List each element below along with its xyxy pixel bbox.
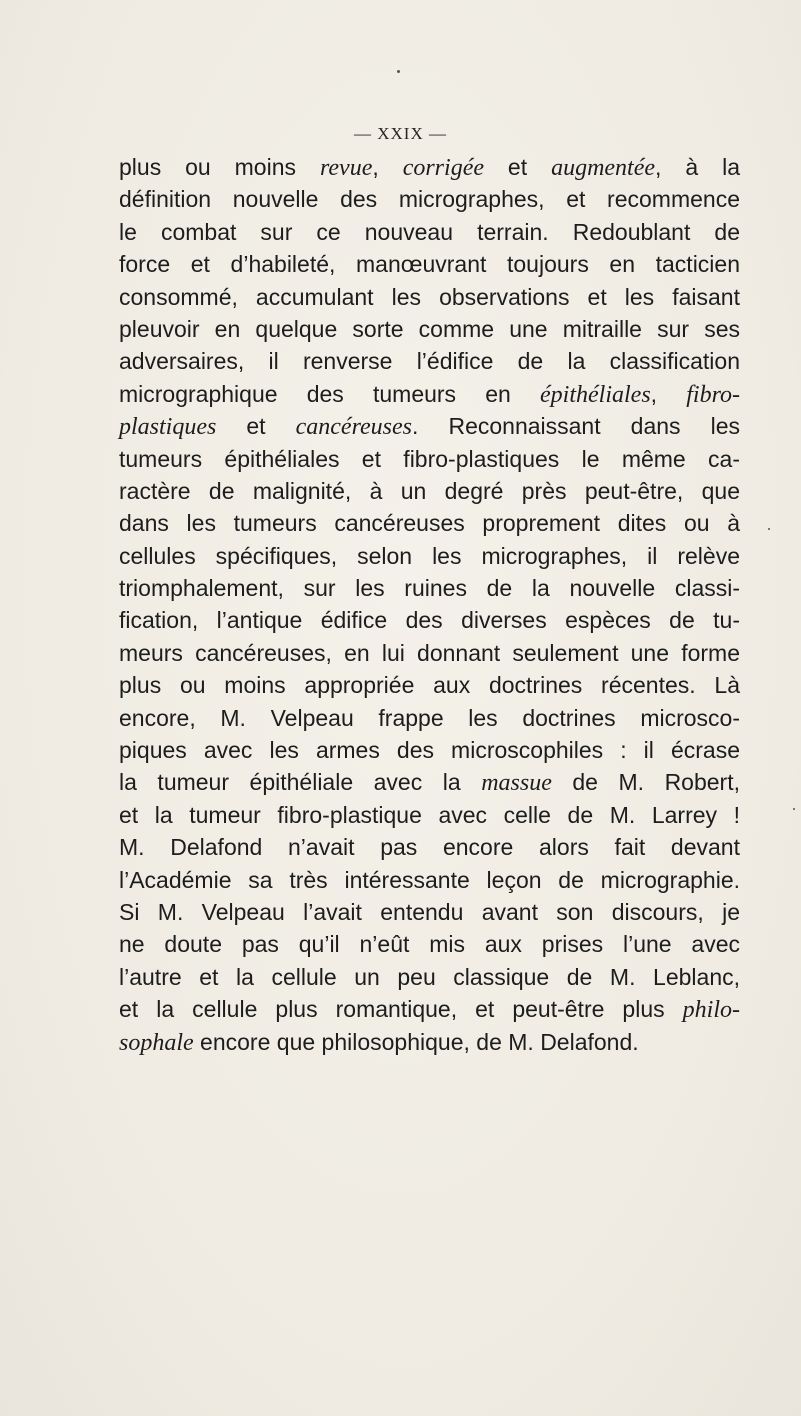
text-run: fication, l’antique édifice des diverses espèces de tu- [119,607,740,634]
italic-term: fibro- [686,381,741,408]
text-line [119,766,740,798]
text-line [119,896,740,928]
text-run: et la tumeur fibro-plastique avec celle de M. Larrey ! [119,801,740,828]
text-line [119,604,740,636]
text-line [119,540,740,572]
text-run: tumeurs épithéliales et fibro-plastiques le même ca- [119,445,740,472]
page-number: — XXIX — [354,124,447,143]
text-line [119,313,740,345]
text-line [119,928,740,960]
italic-term: massue [481,770,552,797]
text-run: piques avec les armes des microscophiles : il écrase [119,737,740,764]
italic-term: revue [319,155,373,181]
text-line [119,637,740,669]
text-run: triomphalement, sur les ruines de la nouvelle classi- [119,575,740,602]
text-line [119,151,740,183]
text-line [119,410,740,442]
text-run: cellules spécifiques, selon les micrographes, il relève [119,542,740,569]
text-line [119,831,740,863]
text-line [119,702,740,734]
body-text [119,151,740,1058]
text-line [119,734,740,766]
text-line [119,1026,740,1058]
text-line [119,475,740,507]
italic-term: cancéreuses [295,414,413,441]
italic-term: sophale [119,1029,194,1056]
text-run: , à la [655,154,740,180]
text-line [119,961,740,993]
ink-speck [793,808,795,810]
text-line [119,993,740,1025]
text-line [119,378,740,410]
text-run: M. Delafond n’avait pas encore alors fait devant [119,834,740,861]
text-run: de M. Robert, [551,769,740,796]
text-run: meurs cancéreuses, en lui donnant seulement une forme [119,639,740,666]
text-run: , [372,154,403,180]
text-line [119,572,740,604]
text-run: et [216,413,296,440]
text-run: encore, M. Velpeau frappe les doctrines microsco- [119,704,740,731]
text-run: encore que philosophique, de M. Delafond. [193,1028,639,1055]
text-line [119,443,740,475]
italic-term: philo- [682,997,740,1024]
text-run: , [650,380,687,407]
text-line [119,799,740,831]
text-run: définition nouvelle des micrographes, et recommence [119,186,740,213]
text-run: ne doute pas qu’il n’eût mis aux prises l’une avec [119,931,740,958]
text-line [119,345,740,377]
text-run: le combat sur ce nouveau terrain. Redoublant de [119,218,740,245]
text-run: pleuvoir en quelque sorte comme une mitraille sur ses [119,315,740,342]
italic-term: corrigée [402,155,484,181]
italic-term: épithéliales [540,381,651,408]
text-line [119,281,740,313]
ink-speck [397,70,400,73]
text-line [119,183,740,215]
text-run: et la cellule plus romantique, et peut-être plus [119,996,683,1023]
text-run: micrographique des tumeurs en [119,380,541,407]
text-line [119,507,740,539]
text-run: ractère de malignité, à un degré près peut-être, que [119,477,740,504]
ink-speck [768,528,770,530]
text-run: plus ou moins appropriée aux doctrines récentes. Là [119,672,740,699]
text-line [119,216,740,248]
text-run: . Reconnaissant dans les [412,413,740,440]
text-line [119,248,740,280]
text-line [119,669,740,701]
italic-term: plastiques [119,414,217,441]
text-run: Si M. Velpeau l’avait entendu avant son discours, je [119,898,740,925]
text-run: dans les tumeurs cancéreuses proprement dites ou à [119,510,740,537]
text-run: l’autre et la cellule un peu classique de M. Leblanc, [119,963,740,990]
text-run: adversaires, il renverse l’édifice de la classification [119,348,740,375]
text-run: force et d’habileté, manœuvrant toujours en tacticien [119,251,740,278]
text-run: et [484,154,552,180]
text-run: la tumeur épithéliale avec la [119,769,482,796]
text-line [119,864,740,896]
italic-term: augmentée [551,155,656,181]
text-run: consommé, accumulant les observations et les faisant [119,283,740,310]
text-run: plus ou moins [119,154,320,180]
text-run: l’Académie sa très intéressante leçon de micrographie. [119,866,740,893]
